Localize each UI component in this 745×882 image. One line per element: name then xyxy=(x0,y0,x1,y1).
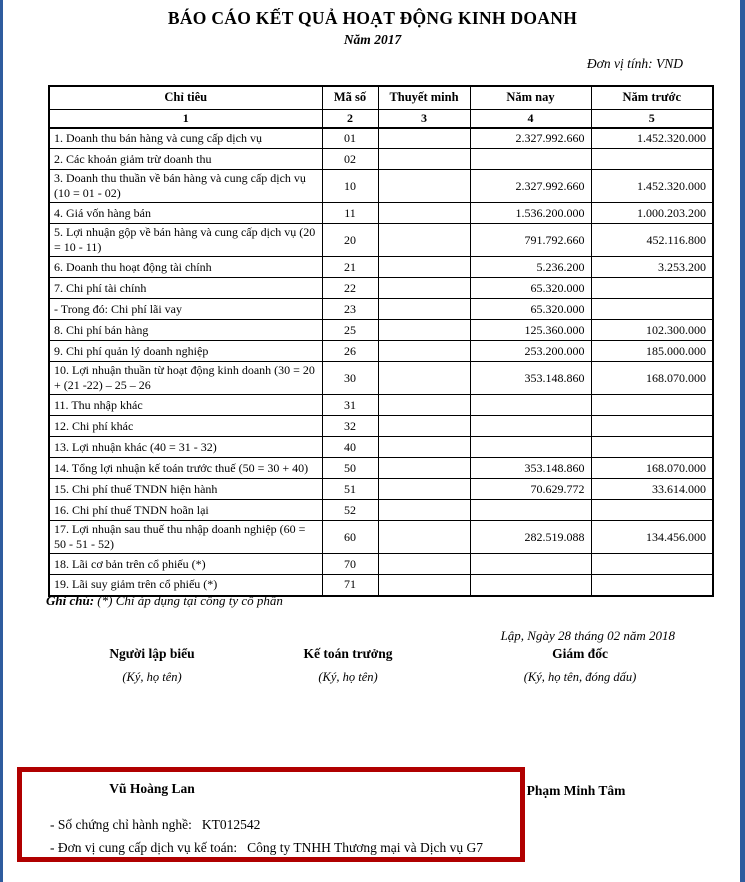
window-frame-left xyxy=(0,0,3,882)
table-row xyxy=(49,170,713,203)
row-note xyxy=(378,149,470,170)
footnote-text: (*) Chỉ áp dụng tại công ty cổ phần xyxy=(94,593,283,608)
row-code: 40 xyxy=(322,437,378,458)
footnote xyxy=(46,593,283,609)
row-note xyxy=(378,224,470,257)
table-row xyxy=(49,395,713,416)
row-label: 17. Lợi nhuận sau thuế thu nhập doanh nghiệp (60 = 50 - 51 - 52) xyxy=(49,521,322,554)
certificate-value: KT012542 xyxy=(201,817,261,832)
footnote-label: Ghi chú: xyxy=(46,593,95,608)
column-number-row xyxy=(49,109,713,128)
row-previous-year xyxy=(591,500,713,521)
header-thuyet-minh: Thuyết minh xyxy=(378,86,470,109)
row-note xyxy=(378,395,470,416)
row-label: - Trong đó: Chi phí lãi vay xyxy=(49,299,322,320)
header-ma-so: Mã số xyxy=(322,86,378,109)
row-label: 15. Chi phí thuế TNDN hiện hành xyxy=(49,479,322,500)
row-code: 26 xyxy=(322,341,378,362)
row-code: 50 xyxy=(322,458,378,479)
row-previous-year: 185.000.000 xyxy=(591,341,713,362)
table-row xyxy=(49,203,713,224)
row-label: 14. Tổng lợi nhuận kế toán trước thuế (50 = 30 + 40) xyxy=(49,458,322,479)
row-note xyxy=(378,203,470,224)
table-row xyxy=(49,128,713,149)
role-title-chief-accountant: Kế toán trưởng xyxy=(303,646,393,661)
row-previous-year: 3.253.200 xyxy=(591,257,713,278)
row-code: 21 xyxy=(322,257,378,278)
row-current-year xyxy=(470,554,591,575)
row-note xyxy=(378,128,470,149)
table-row xyxy=(49,479,713,500)
row-previous-year: 1.452.320.000 xyxy=(591,170,713,203)
row-code: 25 xyxy=(322,320,378,341)
row-note xyxy=(378,320,470,341)
row-current-year: 5.236.200 xyxy=(470,257,591,278)
row-label: 5. Lợi nhuận gộp về bán hàng và cung cấp dịch vụ (20 = 10 - 11) xyxy=(49,224,322,257)
table-row xyxy=(49,437,713,458)
table-row xyxy=(49,149,713,170)
row-current-year xyxy=(470,575,591,596)
row-note xyxy=(378,437,470,458)
service-provider-line xyxy=(50,840,483,856)
row-code: 11 xyxy=(322,203,378,224)
row-current-year: 1.536.200.000 xyxy=(470,203,591,224)
preparer-signature-name: Vũ Hoàng Lan xyxy=(109,781,195,796)
row-current-year: 65.320.000 xyxy=(470,278,591,299)
row-code: 30 xyxy=(322,362,378,395)
signature-block-preparer xyxy=(62,646,242,685)
report-table-body xyxy=(49,128,713,596)
row-previous-year: 1.000.203.200 xyxy=(591,203,713,224)
service-provider-value: Công ty TNHH Thương mại và Dịch vụ G7 xyxy=(247,840,484,855)
row-note xyxy=(378,416,470,437)
row-previous-year: 168.070.000 xyxy=(591,458,713,479)
row-previous-year xyxy=(591,395,713,416)
column-number: 1 xyxy=(49,109,322,128)
row-label: 12. Chi phí khác xyxy=(49,416,322,437)
table-row xyxy=(49,278,713,299)
row-current-year: 282.519.088 xyxy=(470,521,591,554)
currency-unit-note: Đơn vị tính: VND xyxy=(586,56,683,71)
row-note xyxy=(378,299,470,320)
row-previous-year: 452.116.800 xyxy=(591,224,713,257)
row-label: 6. Doanh thu hoạt động tài chính xyxy=(49,257,322,278)
row-code: 71 xyxy=(322,575,378,596)
table-row xyxy=(49,257,713,278)
table-row xyxy=(49,224,713,257)
row-code: 10 xyxy=(322,170,378,203)
row-code: 02 xyxy=(322,149,378,170)
row-label: 8. Chi phí bán hàng xyxy=(49,320,322,341)
row-note xyxy=(378,575,470,596)
row-note xyxy=(378,170,470,203)
table-row xyxy=(49,416,713,437)
row-previous-year xyxy=(591,554,713,575)
row-note xyxy=(378,362,470,395)
row-label: 18. Lãi cơ bản trên cổ phiếu (*) xyxy=(49,554,322,575)
window-frame-right xyxy=(740,0,745,882)
row-code: 23 xyxy=(322,299,378,320)
row-current-year: 2.327.992.660 xyxy=(470,170,591,203)
header-chi-tieu: Chỉ tiêu xyxy=(49,86,322,109)
row-note xyxy=(378,341,470,362)
table-row xyxy=(49,500,713,521)
row-label: 7. Chi phí tài chính xyxy=(49,278,322,299)
row-note xyxy=(378,554,470,575)
row-code: 22 xyxy=(322,278,378,299)
row-previous-year xyxy=(591,149,713,170)
row-label: 19. Lãi suy giảm trên cổ phiếu (*) xyxy=(49,575,322,596)
row-current-year: 253.200.000 xyxy=(470,341,591,362)
row-code: 51 xyxy=(322,479,378,500)
row-previous-year xyxy=(591,299,713,320)
row-code: 01 xyxy=(322,128,378,149)
row-current-year xyxy=(470,395,591,416)
column-number: 2 xyxy=(322,109,378,128)
report-date-line: Lập, Ngày 28 tháng 02 năm 2018 xyxy=(500,628,675,643)
certificate-label: - Số chứng chỉ hành nghề: xyxy=(50,817,192,832)
row-current-year: 353.148.860 xyxy=(470,458,591,479)
column-number: 3 xyxy=(378,109,470,128)
row-note xyxy=(378,257,470,278)
table-row xyxy=(49,458,713,479)
row-current-year xyxy=(470,149,591,170)
row-code: 70 xyxy=(322,554,378,575)
row-code: 31 xyxy=(322,395,378,416)
signature-block-chief-accountant xyxy=(258,646,438,685)
row-note xyxy=(378,458,470,479)
row-current-year: 2.327.992.660 xyxy=(470,128,591,149)
table-row xyxy=(49,554,713,575)
row-label: 10. Lợi nhuận thuần từ hoạt động kinh doanh (30 = 20 + (21 -22) – 25 – 26 xyxy=(49,362,322,395)
table-row xyxy=(49,341,713,362)
row-label: 2. Các khoản giảm trừ doanh thu xyxy=(49,149,322,170)
row-label: 9. Chi phí quản lý doanh nghiệp xyxy=(49,341,322,362)
row-code: 20 xyxy=(322,224,378,257)
row-previous-year: 33.614.000 xyxy=(591,479,713,500)
role-title-director: Giám đốc xyxy=(552,646,608,661)
row-label: 16. Chi phí thuế TNDN hoãn lại xyxy=(49,500,322,521)
row-code: 32 xyxy=(322,416,378,437)
row-previous-year xyxy=(591,278,713,299)
role-note-director: (Ký, họ tên, đóng dấu) xyxy=(523,670,637,684)
service-provider-label: - Đơn vị cung cấp dịch vụ kế toán: xyxy=(50,840,238,855)
row-note xyxy=(378,500,470,521)
row-previous-year: 168.070.000 xyxy=(591,362,713,395)
row-current-year: 70.629.772 xyxy=(470,479,591,500)
row-note xyxy=(378,479,470,500)
role-note-chief-accountant: (Ký, họ tên) xyxy=(318,670,378,684)
row-code: 52 xyxy=(322,500,378,521)
row-label: 4. Giá vốn hàng bán xyxy=(49,203,322,224)
row-previous-year: 1.452.320.000 xyxy=(591,128,713,149)
table-row xyxy=(49,521,713,554)
row-label: 3. Doanh thu thuần về bán hàng và cung cấp dịch vụ (10 = 01 - 02) xyxy=(49,170,322,203)
row-previous-year xyxy=(591,437,713,458)
row-label: 1. Doanh thu bán hàng và cung cấp dịch vụ xyxy=(49,128,322,149)
row-label: 13. Lợi nhuận khác (40 = 31 - 32) xyxy=(49,437,322,458)
row-current-year: 791.792.660 xyxy=(470,224,591,257)
row-note xyxy=(378,521,470,554)
table-row xyxy=(49,362,713,395)
certificate-line xyxy=(50,817,260,833)
row-current-year xyxy=(470,500,591,521)
row-current-year: 65.320.000 xyxy=(470,299,591,320)
header-nam-truoc: Năm trước xyxy=(591,86,713,109)
row-previous-year: 102.300.000 xyxy=(591,320,713,341)
row-current-year xyxy=(470,416,591,437)
row-previous-year xyxy=(591,416,713,437)
row-code: 60 xyxy=(322,521,378,554)
page-title: BÁO CÁO KẾT QUẢ HOẠT ĐỘNG KINH DOANH xyxy=(167,8,578,28)
role-title-preparer: Người lập biểu xyxy=(109,646,195,661)
column-number: 4 xyxy=(470,109,591,128)
table-header-row xyxy=(49,86,713,109)
row-previous-year: 134.456.000 xyxy=(591,521,713,554)
income-statement-table xyxy=(48,85,714,597)
director-signature-name: Phạm Minh Tâm xyxy=(526,783,626,798)
row-label: 11. Thu nhập khác xyxy=(49,395,322,416)
row-current-year: 353.148.860 xyxy=(470,362,591,395)
row-current-year xyxy=(470,437,591,458)
page-subtitle: Năm 2017 xyxy=(343,32,402,47)
role-note-preparer: (Ký, họ tên) xyxy=(122,670,182,684)
header-nam-nay: Năm nay xyxy=(470,86,591,109)
signature-block-director xyxy=(480,646,680,685)
table-row xyxy=(49,299,713,320)
row-previous-year xyxy=(591,575,713,596)
column-number: 5 xyxy=(591,109,713,128)
table-row xyxy=(49,320,713,341)
row-current-year: 125.360.000 xyxy=(470,320,591,341)
row-note xyxy=(378,278,470,299)
